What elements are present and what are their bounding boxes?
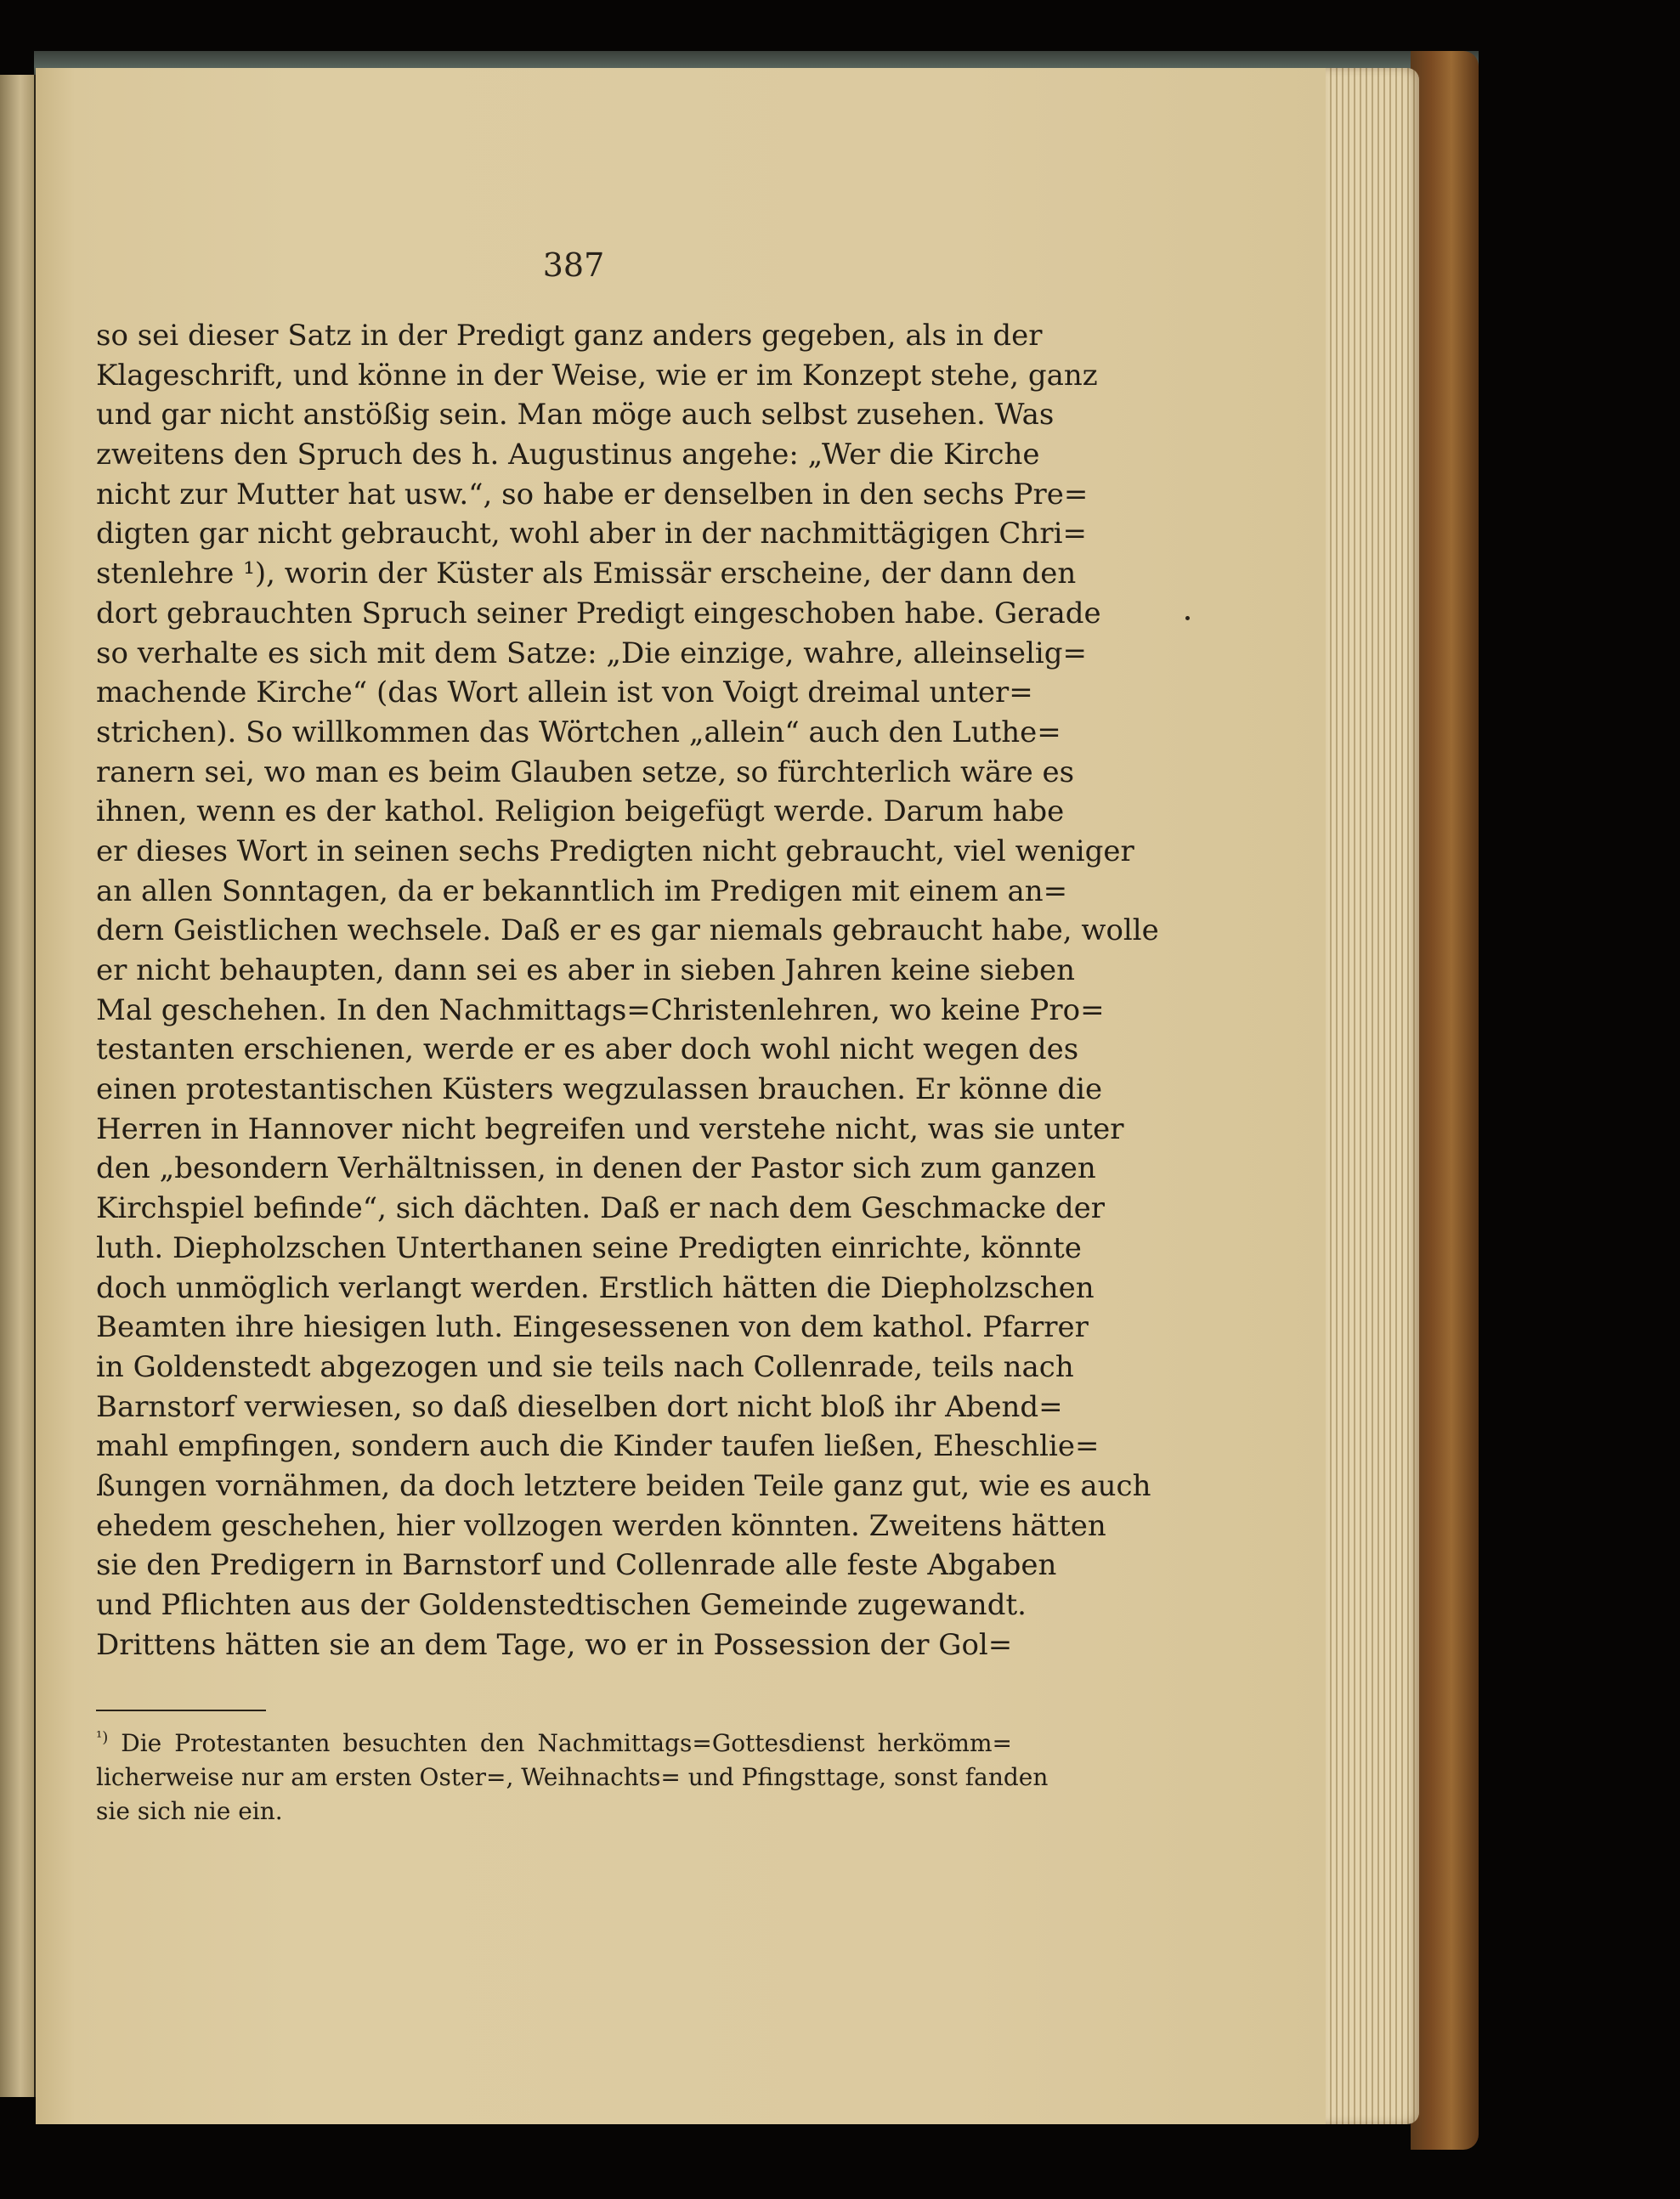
text-line: Herren in Hannover nicht begreifen und verstehe nicht, was sie unter (96, 1111, 1124, 1146)
text-line: machende Kirche“ (das Wort allein ist von Voigt dreimal unter= (96, 676, 1033, 710)
text-line: ßungen vornähmen, da doch letztere beiden Teile ganz gut, wie es auch (96, 1468, 1151, 1503)
text-line: er dieses Wort in seinen sechs Predigten nicht gebraucht, viel weniger (96, 834, 1134, 868)
text-line: einen protestantischen Küsters wegzulassen brauchen. Er könne die (96, 1072, 1103, 1107)
text-line: er nicht behaupten, dann sei es aber in sieben Jahren keine sieben (96, 953, 1075, 987)
text-line: zweitens den Spruch des h. Augustinus angehe: „Wer die Kirche (96, 438, 1040, 472)
text-line: luth. Diepholzschen Unterthanen seine Predigten einrichte, könnte (96, 1230, 1082, 1265)
footnote-line (96, 1727, 1012, 1761)
text-line: Klageschrift, und könne in der Weise, wie er im Konzept stehe, ganz (96, 358, 1098, 393)
footnote-text: Die Protestanten besuchten den Nachmittags=Gottesdienst herkömm= (121, 1729, 1012, 1757)
text-line: an allen Sonntagen, da er bekanntlich im Predigen mit einem an= (96, 873, 1068, 908)
page-number: 387 (542, 246, 605, 284)
footnote-line: licherweise nur am ersten Oster=, Weihnachts= und Pfingsttage, sonst fanden (96, 1763, 1049, 1791)
text-line: und gar nicht anstößig sein. Man möge auch selbst zusehen. Was (96, 398, 1055, 432)
text-line: ranern sei, wo man es beim Glauben setze, so fürchterlich wäre es (96, 755, 1075, 789)
text-line: so sei dieser Satz in der Predigt ganz anders gegeben, als in der (96, 319, 1043, 353)
text-line: Barnstorf verwiesen, so daß dieselben dort nicht bloß ihr Abend= (96, 1389, 1063, 1424)
book-cover-edge (1411, 51, 1479, 2150)
text-line: Mal geschehen. In den Nachmittags=Christenlehren, wo keine Pro= (96, 992, 1105, 1027)
text-line: testanten erschienen, werde er es aber doch wohl nicht wegen des (96, 1032, 1079, 1067)
text-line: mahl empfingen, sondern auch die Kinder taufen ließen, Eheschlie= (96, 1429, 1100, 1464)
text-line: Beamten ihre hiesigen luth. Eingesessenen von dem kathol. Pfarrer (96, 1310, 1089, 1345)
text-line: stenlehre ¹), worin der Küster als Emissär erscheine, der dann den (96, 557, 1077, 591)
text-line: ehedem geschehen, hier vollzogen werden könnten. Zweitens hätten (96, 1508, 1106, 1543)
ink-speck (1185, 616, 1190, 620)
text-line: Drittens hätten sie an dem Tage, wo er in Possession der Gol= (96, 1627, 1013, 1662)
text-line: den „besondern Verhältnissen, in denen der Pastor sich zum ganzen (96, 1151, 1096, 1186)
footnote (96, 1727, 1049, 1829)
text-line: ihnen, wenn es der kathol. Religion beigefügt werde. Darum habe (96, 794, 1065, 829)
text-line: in Goldenstedt abgezogen und sie teils nach Collenrade, teils nach (96, 1349, 1074, 1384)
text-line: Kirchspiel befinde“, sich dächten. Daß er nach dem Geschmacke der (96, 1191, 1106, 1226)
text-line: digten gar nicht gebraucht, wohl aber in der nachmittägigen Chri= (96, 517, 1087, 551)
facing-page-edge (0, 75, 37, 2097)
text-line: nicht zur Mutter hat usw.“, so habe er denselben in den sechs Pre= (96, 477, 1089, 512)
text-line: strichen). So willkommen das Wörtchen „allein“ auch den Luthe= (96, 715, 1061, 749)
footnote-line: sie sich nie ein. (96, 1797, 283, 1825)
text-line: dern Geistlichen wechsele. Daß er es gar niemals gebraucht habe, wolle (96, 913, 1159, 948)
text-line: doch unmöglich verlangt werden. Erstlich hätten die Diepholzschen (96, 1270, 1095, 1305)
text-line: und Pflichten aus der Goldenstedtischen Gemeinde zugewandt. (96, 1588, 1027, 1622)
body-text (96, 316, 1159, 1665)
footnote-divider (96, 1710, 266, 1711)
text-line: sie den Predigern in Barnstorf und Collenrade alle feste Abgaben (96, 1548, 1057, 1583)
text-line: so verhalte es sich mit dem Satze: „Die einzige, wahre, alleinselig= (96, 636, 1088, 670)
text-line: dort gebrauchten Spruch seiner Predigt eingeschoben habe. Gerade (96, 596, 1101, 630)
page-stack-edge (1326, 68, 1419, 2124)
footnote-marker: ¹) (96, 1728, 109, 1747)
